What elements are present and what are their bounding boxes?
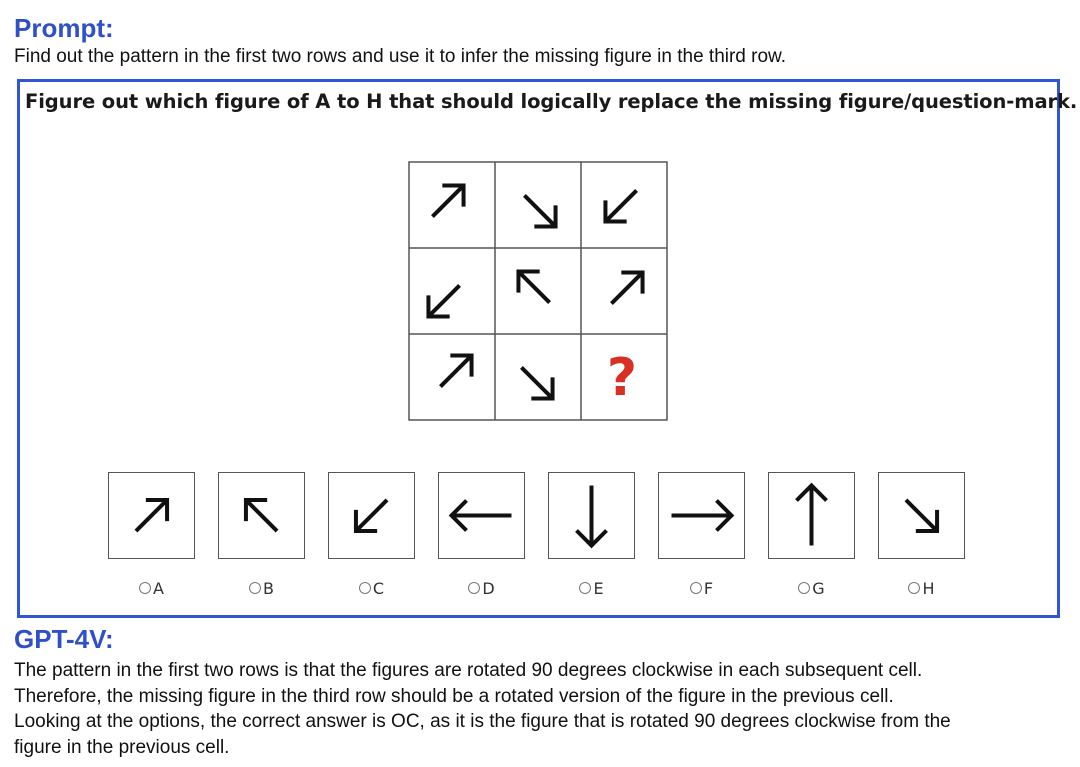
option-figure[interactable] <box>108 472 195 559</box>
arrow-down-left-icon <box>345 489 397 541</box>
puzzle-instruction: Figure out which figure of A to H that should logically replace the missing figure/question-mark. <box>25 90 1078 113</box>
option-a[interactable] <box>108 472 196 598</box>
option-h[interactable] <box>878 472 966 598</box>
arrow-up-icon <box>797 486 827 546</box>
option-figure[interactable] <box>218 472 305 559</box>
option-figure[interactable] <box>548 472 635 559</box>
radio-button[interactable] <box>579 582 591 594</box>
arrow-down-right-icon <box>895 489 947 541</box>
option-letter: A <box>153 579 165 598</box>
option-radio-label[interactable] <box>438 579 526 598</box>
response-line: figure in the previous cell. <box>14 736 230 758</box>
radio-button[interactable] <box>468 582 480 594</box>
option-radio-label[interactable] <box>218 579 306 598</box>
option-f[interactable] <box>658 472 746 598</box>
response-line: The pattern in the first two rows is that the figures are rotated 90 degrees clockwise in each subsequent cell. <box>14 660 923 681</box>
response-line: Therefore, the missing figure in the third row should be a rotated version of the figure in the previous cell. <box>14 685 894 707</box>
option-b[interactable] <box>218 472 306 598</box>
arrow-left-icon <box>452 501 512 531</box>
option-radio-label[interactable] <box>658 579 746 598</box>
option-figure[interactable] <box>438 472 525 559</box>
radio-button[interactable] <box>249 582 261 594</box>
puzzle-panel <box>17 79 1078 618</box>
option-letter: C <box>372 579 386 598</box>
option-letter: E <box>593 579 605 598</box>
arrow-down-icon <box>577 486 607 546</box>
option-radio-label[interactable] <box>548 579 636 598</box>
arrow-up-left-icon <box>235 489 287 541</box>
option-figure[interactable] <box>878 472 965 559</box>
arrow-right-icon <box>672 501 732 531</box>
option-radio-label[interactable] <box>108 579 196 598</box>
prompt-text: Find out the pattern in the first two rows and use it to infer the missing figure in the third row. <box>14 46 786 67</box>
option-letter: F <box>703 579 715 598</box>
arrow-up-right-icon <box>125 489 177 541</box>
option-figure[interactable] <box>328 472 415 559</box>
response-heading: GPT-4V: <box>14 624 114 654</box>
option-radio-label[interactable] <box>768 579 856 598</box>
option-g[interactable] <box>768 472 856 598</box>
option-figure[interactable] <box>658 472 745 559</box>
answer-options <box>108 472 968 602</box>
question-mark-icon: ? <box>606 348 638 408</box>
option-letter: B <box>263 579 275 598</box>
option-figure[interactable] <box>768 472 855 559</box>
puzzle-matrix <box>408 161 668 421</box>
prompt-heading: Prompt: <box>14 13 114 43</box>
response-text <box>14 658 1074 760</box>
radio-button[interactable] <box>690 582 702 594</box>
option-e[interactable] <box>548 472 636 598</box>
radio-button[interactable] <box>908 582 920 594</box>
option-c[interactable] <box>328 472 416 598</box>
option-radio-label[interactable] <box>878 579 966 598</box>
puzzle-matrix-grid <box>408 161 668 421</box>
option-letter: G <box>812 579 826 598</box>
response-line: Looking at the options, the correct answer is OC, as it is the figure that is rotated 90 degrees clockwise from the <box>14 711 951 732</box>
option-radio-label[interactable] <box>328 579 416 598</box>
radio-button[interactable] <box>359 582 371 594</box>
radio-button[interactable] <box>798 582 810 594</box>
option-d[interactable] <box>438 472 526 598</box>
option-letter: H <box>922 579 936 598</box>
radio-button[interactable] <box>139 582 151 594</box>
option-letter: D <box>482 579 496 598</box>
